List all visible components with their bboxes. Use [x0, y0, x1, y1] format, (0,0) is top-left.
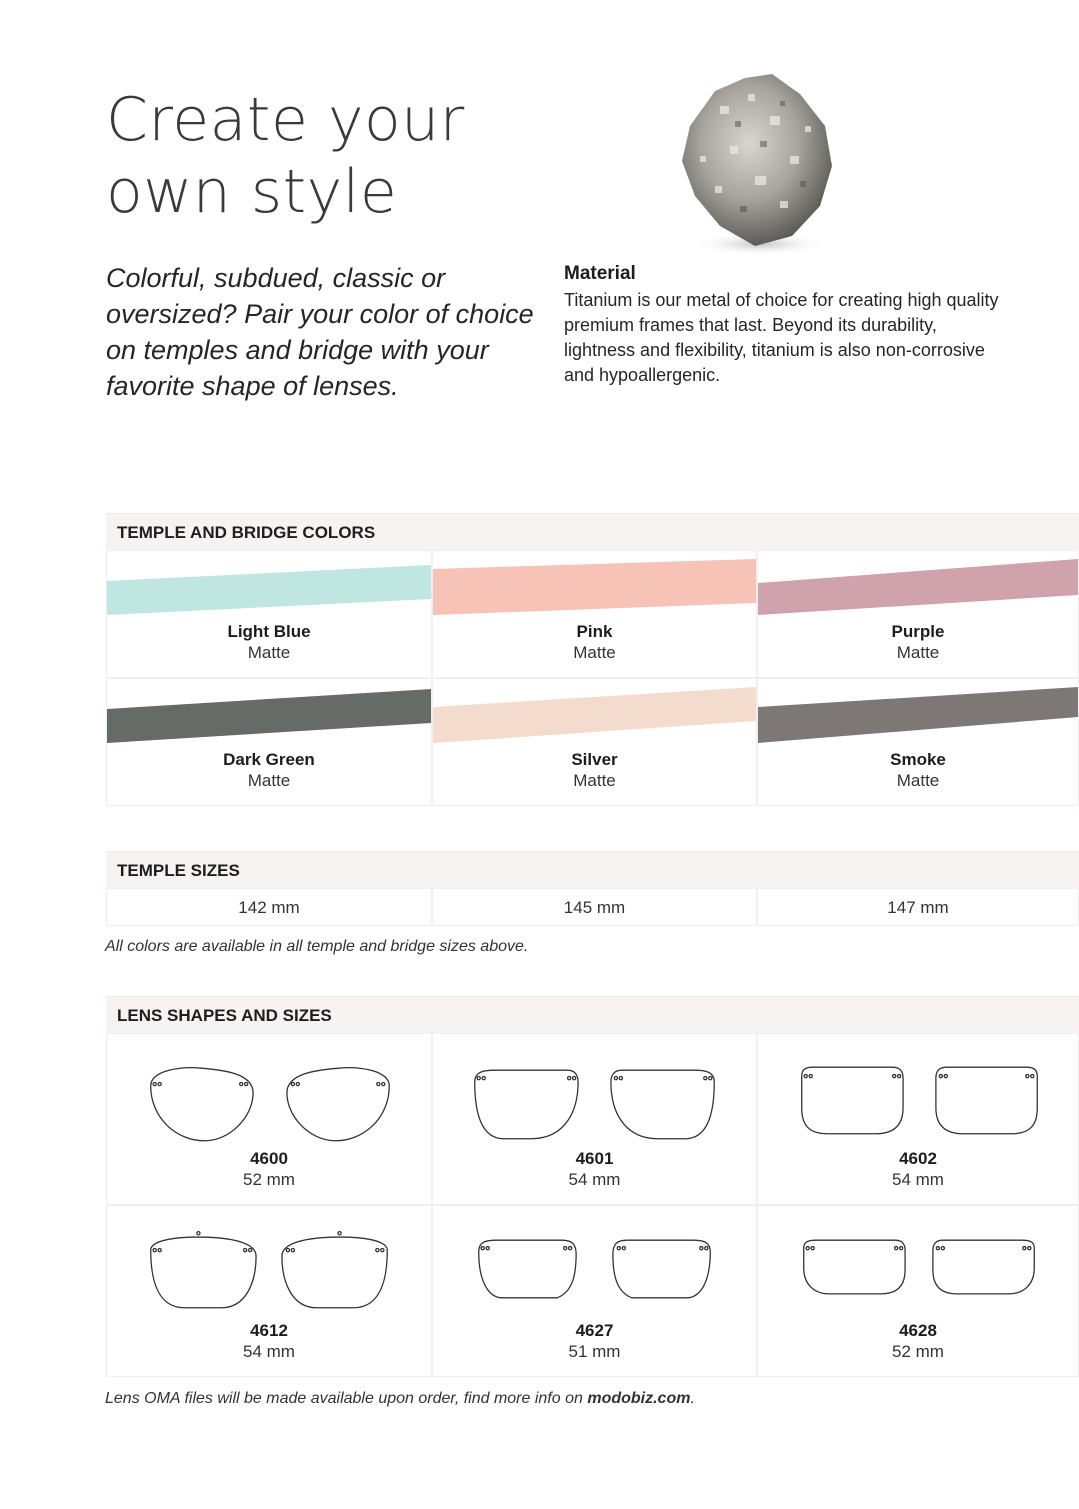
lens-code: 4628 [899, 1321, 937, 1340]
lens-option [757, 1205, 1079, 1377]
sizes-note: All colors are available in all temple and bridge sizes above. [105, 938, 529, 955]
lens-code: 4612 [250, 1321, 288, 1340]
lens-shape-4600-icon [107, 1048, 431, 1148]
temple-sizes-row [106, 888, 1079, 926]
lens-option [106, 1033, 432, 1205]
lens-size: 54 mm [243, 1342, 295, 1361]
color-name: Dark Green [223, 750, 315, 769]
color-swatch [107, 557, 431, 617]
title-line-1: Create your [106, 85, 465, 155]
footer-suffix: . [690, 1390, 695, 1407]
lens-code: 4602 [899, 1149, 937, 1168]
color-option [757, 678, 1079, 806]
temple-size-value: 147 mm [757, 888, 1079, 926]
color-finish: Matte [247, 771, 291, 790]
material-heading: Material [564, 263, 636, 284]
color-swatch [433, 557, 756, 617]
color-finish: Matte [896, 771, 940, 790]
lens-code: 4600 [250, 1149, 288, 1168]
footer-text: Lens OMA files will be made available upon order, find more info on [105, 1390, 588, 1407]
color-finish: Matte [573, 771, 616, 790]
color-swatch [758, 557, 1078, 617]
footer-website-link[interactable]: modobiz.com [587, 1390, 691, 1407]
color-option [106, 678, 432, 806]
color-swatch [107, 685, 431, 745]
lens-shape-4612-icon [107, 1220, 431, 1320]
color-name: Smoke [890, 750, 946, 769]
title-line-2: own style [106, 157, 398, 227]
colors-section-header: TEMPLE AND BRIDGE COLORS [106, 513, 1079, 550]
lens-grid [106, 1033, 1079, 1377]
color-name: Purple [891, 622, 945, 641]
temple-size-value: 142 mm [106, 888, 432, 926]
color-finish: Matte [247, 643, 291, 662]
lens-size: 52 mm [892, 1342, 944, 1361]
colors-grid [106, 550, 1079, 806]
lens-option [432, 1033, 757, 1205]
lens-shape-4627-icon [433, 1220, 756, 1320]
lens-code: 4627 [575, 1321, 614, 1340]
lens-size: 54 mm [892, 1170, 944, 1189]
lens-option [757, 1033, 1079, 1205]
footer-note [105, 1389, 695, 1409]
lens-section-header: LENS SHAPES AND SIZES [106, 996, 1079, 1033]
color-swatch [758, 685, 1078, 745]
lens-size: 54 mm [568, 1170, 621, 1189]
temple-sizes-header: TEMPLE SIZES [106, 851, 1079, 888]
lens-size: 52 mm [243, 1170, 295, 1189]
color-name: Pink [576, 622, 613, 641]
color-option [432, 678, 757, 806]
color-option [106, 550, 432, 678]
color-finish: Matte [896, 643, 940, 662]
color-option [432, 550, 757, 678]
lens-size: 51 mm [568, 1342, 621, 1361]
lens-option [432, 1205, 757, 1377]
titanium-ore-image [660, 66, 845, 266]
lens-option [106, 1205, 432, 1377]
color-option [757, 550, 1079, 678]
color-name: Silver [571, 750, 618, 769]
temple-size-value: 145 mm [432, 888, 757, 926]
intro-text: Colorful, subdued, classic or oversized? Pair your color of choice on temples and bridge with your favorite shape of lenses. [106, 263, 534, 401]
lens-shape-4601-icon [433, 1048, 756, 1148]
color-swatch [433, 685, 756, 745]
material-description: Titanium is our metal of choice for creating high quality premium frames that last. Beyond its durability, lightness and flexibility, titanium is also non-corrosive and hypoallergenic. [564, 290, 999, 385]
color-finish: Matte [573, 643, 616, 662]
page-title [106, 84, 465, 228]
lens-code: 4601 [575, 1149, 614, 1168]
material-section [564, 262, 1004, 388]
color-name: Light Blue [227, 622, 311, 641]
lens-shape-4602-icon [758, 1048, 1078, 1148]
lens-shape-4628-icon [758, 1220, 1078, 1320]
